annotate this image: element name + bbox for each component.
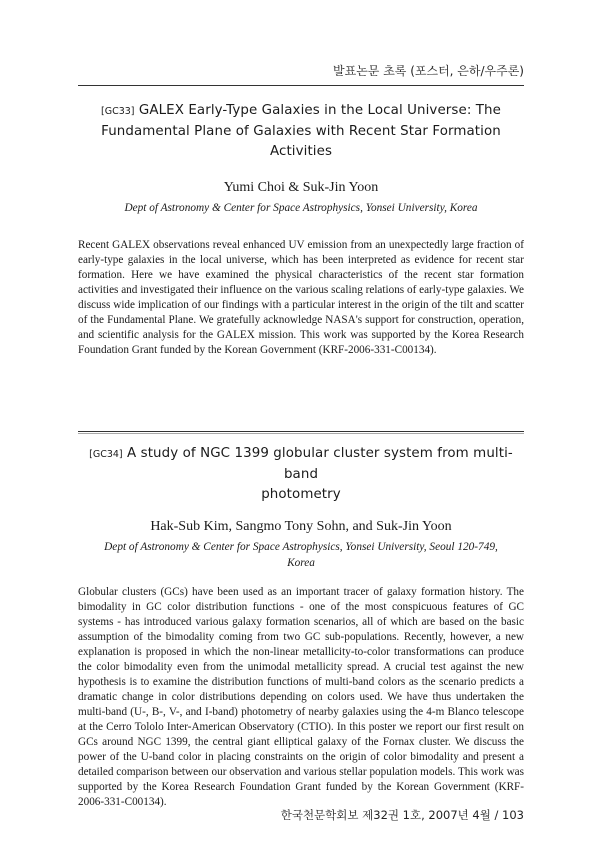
title-line-1: A study of NGC 1399 globular cluster system from multi-band [127,446,513,482]
title-line-2: Fundamental Plane of Galaxies with Recent Star Formation Activities [101,124,501,159]
affiliation: Dept of Astronomy & Center for Space Astrophysics, Yonsei University, Korea [124,202,478,214]
affiliation-line-2: Korea [287,557,315,569]
title-line-1: GALEX Early-Type Galaxies in the Local Universe: The [138,103,501,118]
abstract-tag: [GC33] [101,106,135,117]
abstract-title [78,101,524,162]
abstract-gc34 [78,444,524,810]
abstract-body: Globular clusters (GCs) have been used as an important tracer of galaxy formation history. The bimodality in GC color distribution functions - one of the most conspicuous features of GC systems - has introduced various galaxy formation scenarios, all of which are based on the basic assumption of the bimodality coming from two GC sub-populations. Recently, however, a new explanation is proposed in which the non-linear metallicity-to-color transformations can produce the color bimodality even from the unimodal metallicity spread. A crucial test against the new hypothesis is to examine the distribution functions of multi-band colors as the scenario predicts a dramatic change in color distributions depending on colors used. We have thus undertaken the multi-band (U-, B-, V-, and I-band) photometry of nearby galaxies using the 4-m Blanco telescope at the Cerro Tololo Inter-American Observatory (CTIO). In this poster we report our first result on GCs around NGC 1399, the central giant elliptical galaxy of the Fornax cluster. We discuss the power of the U-band color in placing constraints on the origin of color bimodality and present a detailed comparison between our observation and various stellar population models. This work was supported by the Korea Research Foundation Grant funded by the Korean Government (KRF-2006-331-C00134). [78,586,524,808]
affiliation [78,539,524,571]
title-line-2: photometry [261,487,341,502]
section-divider [78,431,524,434]
page-footer: 한국천문학회보 제32권 1호, 2007년 4월 / 103 [280,808,524,822]
authors: Hak-Sub Kim, Sangmo Tony Sohn, and Suk-Jin Yoon [150,519,452,534]
abstract-title [78,444,524,505]
running-header: 발표논문 초록 (포스터, 은하/우주론) [78,62,524,86]
authors: Yumi Choi & Suk-Jin Yoon [223,180,379,195]
abstract-tag: [GC34] [89,449,123,460]
abstract-gc33 [78,101,524,358]
affiliation-line-1: Dept of Astronomy & Center for Space Astrophysics, Yonsei University, Seoul 120-749, [104,541,498,553]
abstract-body: Recent GALEX observations reveal enhanced UV emission from an unexpectedly large fraction of early-type galaxies in the local universe, which has been interpreted as evidence for recent star formation. Here we have examined the physical characteristics of the recent star formation activities and investigated their influence on the various scaling relations of early-type galaxies. We discuss wide implication of our findings with a particular interest in the origin of the tilt and scatter of the Fundamental Plane. We gratefully acknowledge NASA's support for construction, operation, and scientific analysis for the GALEX mission. This work was supported by the Korea Research Foundation Grant funded by the Korean Government (KRF-2006-331-C00134). [78,239,524,356]
